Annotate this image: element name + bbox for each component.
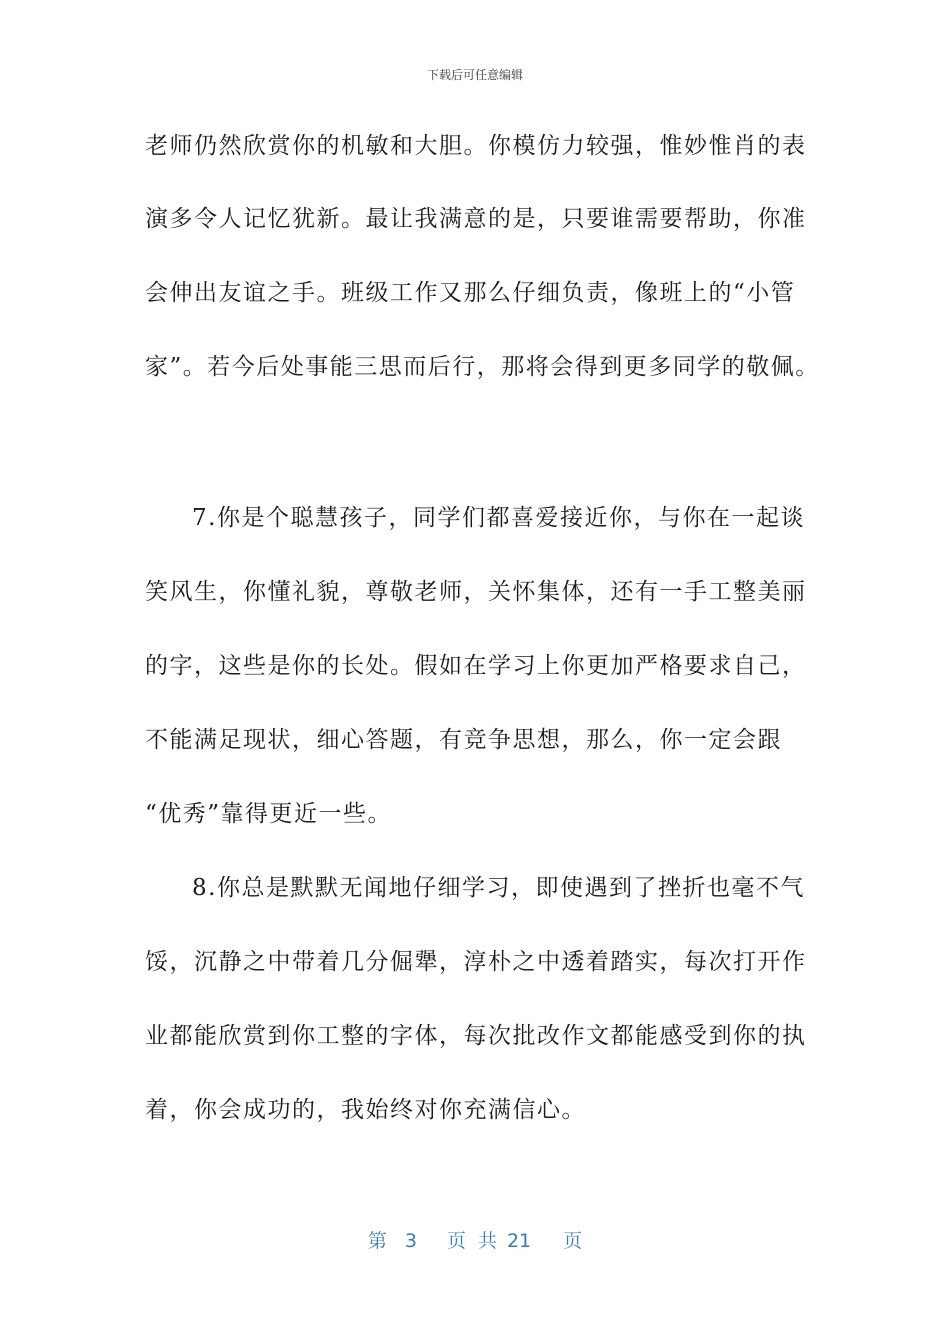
paragraph-line: 馁，沉静之中带着几分倔犟，淳朴之中透着踏实，每次打开作: [145, 949, 807, 975]
paragraph-line: 演多令人记忆犹新。最让我满意的是，只要谁需要帮助，你准: [145, 206, 807, 232]
total-pages-number: 21: [506, 1230, 532, 1252]
page-label: 页: [446, 1230, 466, 1252]
paragraph-line: 会伸出友谊之手。班级工作又那么仔细负责，像班上的“小管: [145, 280, 796, 306]
paragraph-line: 着，你会成功的，我始终对你充满信心。: [145, 1097, 586, 1123]
paragraph-line: 的字，这些是你的长处。假如在学习上你更加严格要求自己，: [145, 653, 807, 679]
paragraph-7-first-line: 7.你是个聪慧孩子，同学们都喜爱接近你，与你在一起谈: [192, 505, 805, 531]
paragraph-line: 笑风生，你懂礼貌，尊敬老师，关怀集体，还有一手工整美丽: [145, 579, 807, 605]
paragraph-line: 家”。若今后处事能三思而后行，那将会得到更多同学的敬佩。: [145, 354, 820, 380]
page-header: 下载后可任意编辑: [426, 68, 523, 82]
paragraph-8-first-line: 8.你总是默默无闻地仔细学习，即使遇到了挫折也毫不气: [192, 875, 805, 901]
page-footer: [0, 1226, 950, 1253]
current-page-number: 3: [404, 1230, 417, 1252]
paragraph-line: 老师仍然欣赏你的机敏和大胆。你模仿力较强，惟妙惟肖的表: [145, 133, 807, 159]
page-prefix: 第: [367, 1230, 387, 1252]
paragraph-line: 业都能欣赏到你工整的字体，每次批改作文都能感受到你的执: [145, 1023, 807, 1049]
total-prefix: 共: [477, 1230, 497, 1252]
paragraph-line: “优秀”靠得更近一些。: [145, 801, 393, 827]
page-suffix: 页: [563, 1230, 583, 1252]
paragraph-line: 不能满足现状，细心答题，有竞争思想，那么，你一定会跟: [145, 727, 782, 753]
